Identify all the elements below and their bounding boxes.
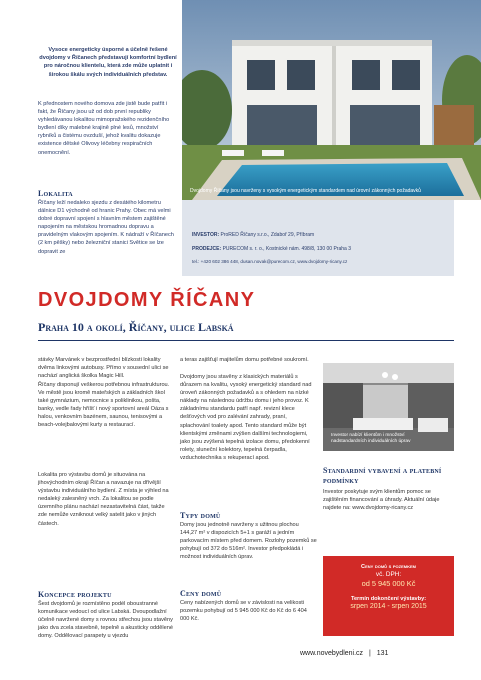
intro-paragraph: K přednostem nového domova zde jistě bude patřit i fakt, že Říčany jsou už od dob první republiky vyhledávanou lokalitou mimopražského rezidenčního bydlení díky malebné krajině plné lesů, množství rybníků a čistému ovzduší, jehož kvalitu dokazuje existence dětské Olivovy léčebny respiračních onemocnění. [38,101,170,156]
term-label: Termín dokončení výstavby: [350,596,427,602]
investor-value: ProRED Říčany s.r.o., Zdaboř 29, Příbram [220,232,315,238]
typy-heading: Typy domů [180,511,221,520]
koncepce-paragraph: Šest dvojdomů je rozmístěno podél oboustranné komunikace vedoucí od ulice Labská. Dvoupodlažní účelně navržené domy s rovnou střechou jsou stavěny jako dva zcela stavebně, tepelně a akusticky oddělené domy. Oddělovací parapety u vjezdu [38,601,173,640]
footer-separator: | [368,650,371,657]
lokalita-heading: Lokalita [38,189,73,198]
divider [38,340,454,341]
house-photo [182,0,481,200]
price-vat-label: vč. DPH: [375,571,402,578]
page-number: 131 [376,650,389,657]
page-subtitle: Praha 10 a okolí, Říčany, ulice Labská [38,320,234,334]
page-footer [300,650,388,657]
lokalita-paragraph: Říčany leží nedaleko sjezdu z desátého kilometru dálnice D1 východně od hranic Prahy. Obec má velmi dobré dopravní spojení s hlavním městem zajištěné napojením na městskou hromadnou dopravu a pravidelným vlakovým spojením. K nádraží v Říčanech (2 km pěšky) nebo železniční stanici Světice se lze dopravit ze [38,200,174,255]
prodejce-value: PURECOM s. r. o., Kostnické nám. 498/8, 130 00 Praha 3 [222,246,351,252]
interior-photo [323,363,454,451]
price-box [323,556,454,636]
page-title: DVOJDOMY ŘÍČANY [38,289,256,311]
interior-photo-caption: Investor nabízí klientům i množství nadstandardních individuálních úprav [331,433,411,444]
col2-paragraph-1: a teras zajišťují majitelům domu potřebné soukromí. [180,357,309,363]
house-photo-caption: Dvojdomy Říčany jsou navrženy s vysokým energetickým standardem nad úrovní zákonných požadavků [190,188,421,194]
prodejce-label: PRODEJCE: [192,246,222,252]
lede-paragraph: Vysoce energeticky úsporné a účelně řešené dvojdomy v Říčanech představují komfortní bydlení pro náročnou klientelu, která zde může uplatnit i širokou škálu svých individuálních představ. [39,47,177,78]
investor-line [192,232,314,238]
prodejce-line [192,246,351,252]
investor-label: INVESTOR: [192,232,220,238]
price-value: od 5 945 000 Kč [361,579,416,588]
ceny-paragraph: Ceny nabízených domů se v závislosti na velikosti pozemku pohybují od 5 945 000 Kč do Kč do 6 404 000 Kč. [180,600,307,623]
contact-info-box [182,200,454,276]
standard-paragraph: Investor poskytuje svým klientům pomoc se zajištěním financování a úhrady. Aktuální údaje najdete na: www.dvojdomy-ricany.cz [323,489,440,512]
contact-line: tel.: +420 602 386 448, dusan.novak@purecom.cz, www.dvojdomy-ricany.cz [192,259,348,264]
term-value: srpen 2014 - srpen 2015 [350,603,427,610]
ceny-heading: Ceny domů [180,589,222,598]
koncepce-heading: Koncepce projektu [38,590,112,599]
price-label: Ceny domů s pozemkem [361,564,416,570]
col1-paragraph-3: Lokalita pro výstavbu domů je situována na jihovýchodním okraji Říčan a navazuje na dřívější výstavbu individuálního bydlení. Z místa je výhled na nedaleký zalesněný vrch. Za lokalitou se podle územního plánu nachází nezastavitelná část, takže zde nemůže vzniknout velký satelit jako v jiných částech. [38,472,169,527]
col2-paragraph-2: Dvojdomy jsou stavěny z klasických materiálů s důrazem na kvalitu, vysoký energetický standard nad úroveň zákonných požadavků a s ohledem na nízké náklady na následnou údržbu domu i jeho provoz. K základnímu standardu patří např. revizní klece dešťových vod pro zalévání zahrady, praní, splachování toalety apod. Tento standard může být klientskými změnami zvýšen dalšími technologiemi, jako jsou zvýšená tepelná izolace domu, předokenní rolety, sluneční kolektory, tepelná čerpadla, vzduchotechnika s rekuperací apod. [180,374,312,461]
col1-paragraph-1: stávky Marvánek v bezprostřední blízkosti lokality dvěma linkovými autobusy. Přímo v sousední ulici se nachází anglická školka Magic Hill. [38,357,169,380]
typy-paragraph: Domy jsou jednotně navrženy s užitnou plochou 144,27 m² v dispozicích 5+1 s garáží a jedním parkovacím místem před domem. Rozlohy pozemků se pohybují od 372 do 516m². Investor předpokládá i možnost individuálních úprav. [180,522,317,561]
col1-paragraph-2: Říčany disponují veškerou potřebnou infrastrukturou. Ve městě jsou kromě mateřských a základních škol také gymnázium, nemocnice s poliklinikou, pošta, banky, vedle řady hříšť i nový sportovní areál Oáza s halou, venkovním bazénem, saunou, tenisovými a beach-volejbalovými kurty a restaurací. [38,382,170,429]
footer-site: www.novebydleni.cz [300,650,364,657]
standard-heading: Standardní vybavení a platební podmínky [323,466,442,485]
